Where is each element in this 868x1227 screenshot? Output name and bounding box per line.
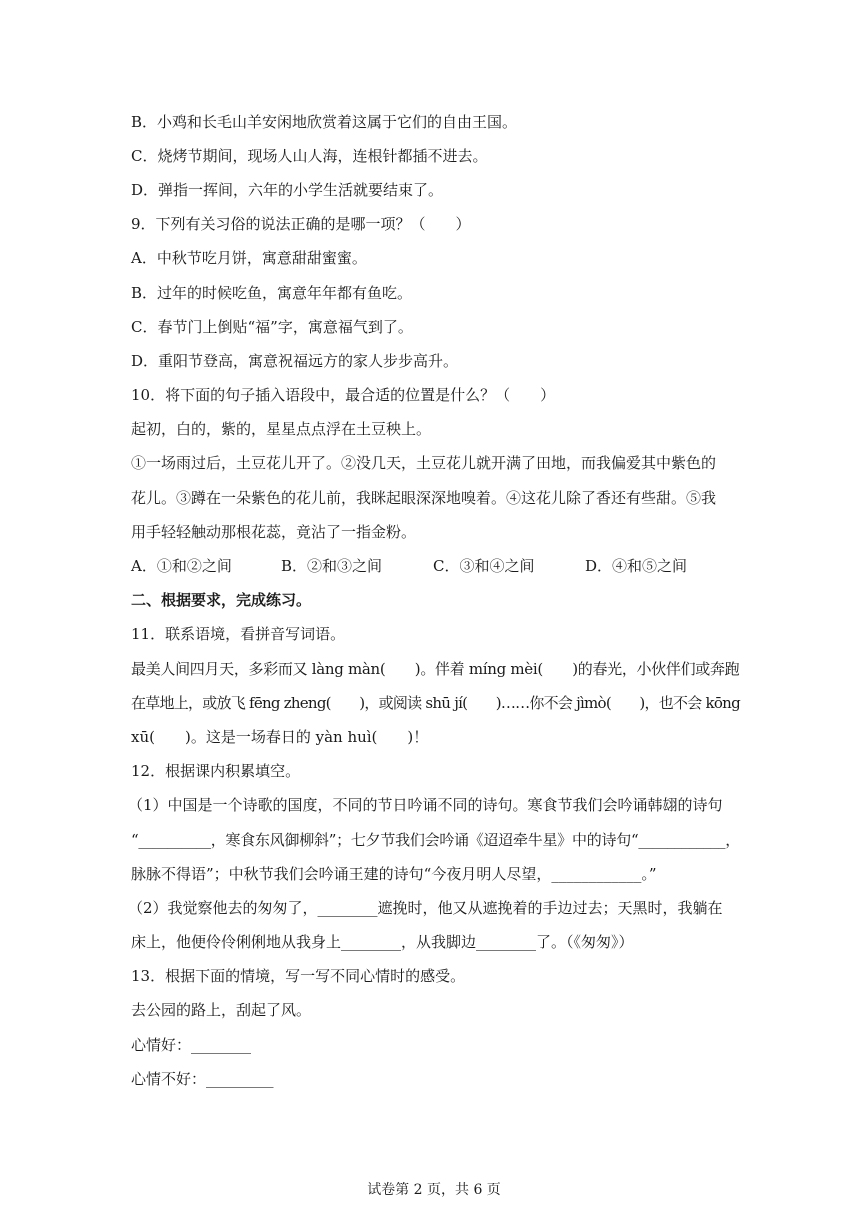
q10-option-c: C．③和④之间	[433, 557, 535, 575]
q12-text-line: （2）我觉察他去的匆匆了，________遮挽时，他又从遮挽着的手边过去；天黑时，我躺在	[128, 899, 723, 917]
q12-text-line: “__________，寒食东风御柳斜”；七夕节我们会吟诵《迢迢牵牛星》中的诗句“____________，	[131, 831, 740, 849]
q10-passage-line: ①一场雨过后，土豆花儿开了。②没几天，土豆花儿就开满了田地，而我偏爱其中紫色的	[131, 454, 717, 472]
q9-option-c: C．春节门上倒贴“福”字，寓意福气到了。	[131, 318, 413, 336]
q11-text-line: xū( )。这是一场春日的 yàn huì( )！	[131, 728, 429, 746]
q8-option-c: C．烧烤节期间，现场人山人海，连根针都插不进去。	[131, 147, 488, 165]
q13-good-mood: 心情好：________	[131, 1036, 252, 1054]
q12-text-line: 床上，他便伶伶俐俐地从我身上________，从我脚边________了。（《匆匆》）	[131, 933, 634, 951]
q10-passage-line: 花儿。③蹲在一朵紫色的花儿前，我眯起眼深深地嗅着。④这花儿除了香还有些甜。⑤我	[131, 489, 717, 507]
q8-option-d: D．弹指一挥间，六年的小学生活就要结束了。	[131, 181, 444, 199]
q13-stem: 13．根据下面的情境，写一写不同心情时的感受。	[131, 967, 466, 985]
q10-options	[131, 555, 740, 577]
q12-text-line: 脉脉不得语”；中秋节我们会吟诵王建的诗句“今夜月明人尽望，____________。”	[131, 865, 657, 883]
page-footer: 试卷第 2 页，共 6 页	[367, 1182, 501, 1198]
q12-text-line: （1）中国是一个诗歌的国度，不同的节日吟诵不同的诗句。寒食节我们会吟诵韩翃的诗句	[128, 796, 723, 814]
q13-context: 去公园的路上，刮起了风。	[131, 1001, 312, 1019]
q10-option-b: B．②和③之间	[281, 557, 383, 575]
q8-option-b: B．小鸡和长毛山羊安闲地欣赏着这属于它们的自由王国。	[131, 113, 518, 131]
section-2-heading: 二、根据要求，完成练习。	[131, 591, 312, 609]
q10-passage-line: 用手轻轻触动那根花蕊，竟沾了一指金粉。	[131, 523, 417, 541]
q10-option-d: D．④和⑤之间	[585, 557, 688, 575]
q12-stem: 12．根据课内积累填空。	[131, 762, 301, 780]
q13-bad-mood: 心情不好：_________	[131, 1070, 274, 1088]
q9-stem: 9．下列有关习俗的说法正确的是哪一项？（ ）	[131, 215, 471, 233]
q10-option-a: A．①和②之间	[131, 557, 232, 575]
q11-stem: 11．联系语境，看拼音写词语。	[131, 625, 346, 643]
q9-option-d: D．重阳节登高，寓意祝福远方的家人步步高升。	[131, 352, 459, 370]
q9-option-b: B．过年的时候吃鱼，寓意年年都有鱼吃。	[131, 284, 413, 302]
q9-option-a: A．中秋节吃月饼，寓意甜甜蜜蜜。	[131, 249, 367, 267]
q10-sentence: 起初，白的，紫的，星星点点浮在土豆秧上。	[131, 420, 432, 438]
q11-text-line: 在草地上，或放飞 fēng zheng( )，或阅读 shū jí( )……你不会 jìmò( )，也不会 kōng	[131, 694, 740, 712]
q11-text-line: 最美人间四月天，多彩而又 làng màn( )。伴着 míng mèi( )的春光，小伙伴们或奔跑	[131, 660, 740, 678]
q10-stem: 10．将下面的句子插入语段中，最合适的位置是什么？（ ）	[131, 386, 556, 404]
